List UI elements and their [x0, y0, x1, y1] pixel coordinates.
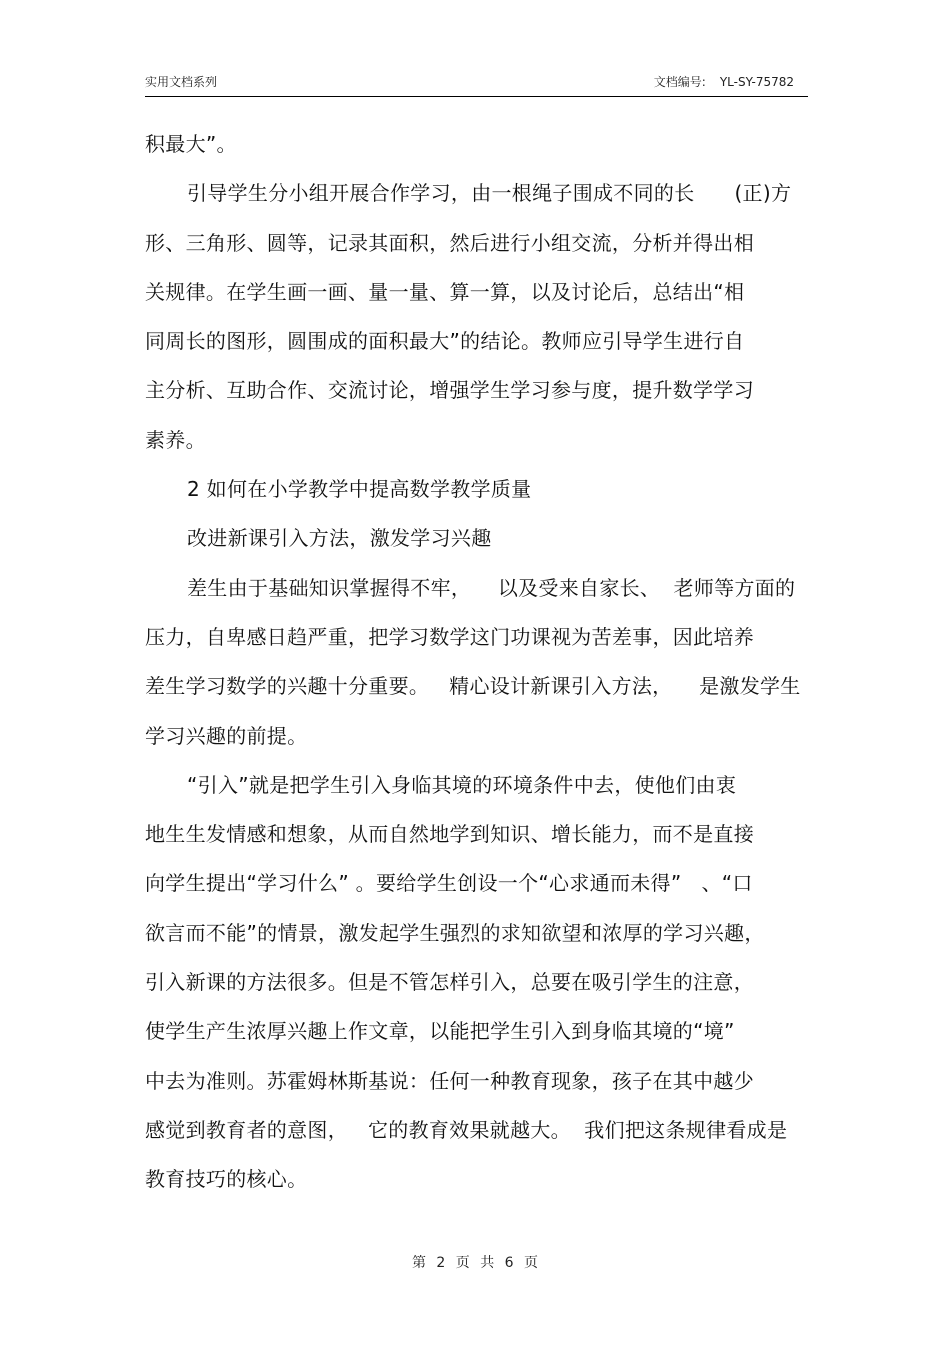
body-line: 形、三角形、圆等，记录其面积，然后进行小组交流，分析并得出相 — [145, 230, 754, 255]
body-line: 差生学习数学的兴趣十分重要。 精心设计新课引入方法， 是激发学生 — [145, 674, 801, 699]
document-number-value: YL-SY-75782 — [719, 75, 794, 89]
page-header — [145, 74, 808, 97]
document-number-label: 文档编号: — [653, 75, 706, 89]
subsection-heading: 改进新课引入方法，激发学习兴趣 — [187, 526, 492, 551]
body-line: 引导学生分小组开展合作学习，由一根绳子围成不同的长 (正)方 — [187, 181, 792, 206]
body-line: 同周长的图形，圆围成的面积最大”的结论。教师应引导学生进行自 — [145, 329, 745, 354]
body-line: 引入新课的方法很多。但是不管怎样引入，总要在吸引学生的注意， — [145, 970, 754, 995]
section-heading: 2 如何在小学教学中提高数学教学质量 — [187, 477, 532, 502]
body-line: 学习兴趣的前提。 — [145, 723, 308, 748]
body-line: 欲言而不能”的情景，激发起学生强烈的求知欲望和浓厚的学习兴趣， — [145, 920, 765, 945]
body-line: 感觉到教育者的意图， 它的教育效果就越大。 我们把这条规律看成是 — [145, 1117, 788, 1142]
body-line: 压力，自卑感日趋严重，把学习数学这门功课视为苦差事，因此培养 — [145, 624, 754, 649]
body-line: 地生生发情感和想象，从而自然地学到知识、增长能力，而不是直接 — [145, 822, 754, 847]
body-line: 积最大”。 — [145, 132, 237, 156]
body-line: 差生由于基础知识掌握得不牢， 以及受来自家长、 老师等方面的 — [187, 575, 796, 600]
body-line: 中去为准则。苏霍姆林斯基说：任何一种教育现象，孩子在其中越少 — [145, 1068, 754, 1093]
body-line: 关规律。在学生画一画、量一量、算一算，以及讨论后，总结出“相 — [145, 279, 745, 304]
body-line: 向学生提出“学习什么” 。要给学生创设一个“心求通而未得” 、“口 — [145, 871, 753, 896]
body-line: 素养。 — [145, 427, 206, 452]
body-line: 教育技巧的核心。 — [145, 1167, 308, 1192]
body-line: “引入”就是把学生引入身临其境的环境条件中去，使他们由衷 — [187, 772, 737, 797]
body-line: 主分析、互助合作、交流讨论，增强学生学习参与度，提升数学学习 — [145, 378, 754, 403]
document-number — [654, 74, 794, 90]
body-line: 使学生产生浓厚兴趣上作文章，以能把学生引入到身临其境的“境” — [145, 1019, 735, 1044]
series-label: 实用文档系列 — [145, 75, 218, 89]
page-number: 第 2 页 共 6 页 — [411, 1255, 539, 1271]
document-body — [145, 120, 810, 1205]
